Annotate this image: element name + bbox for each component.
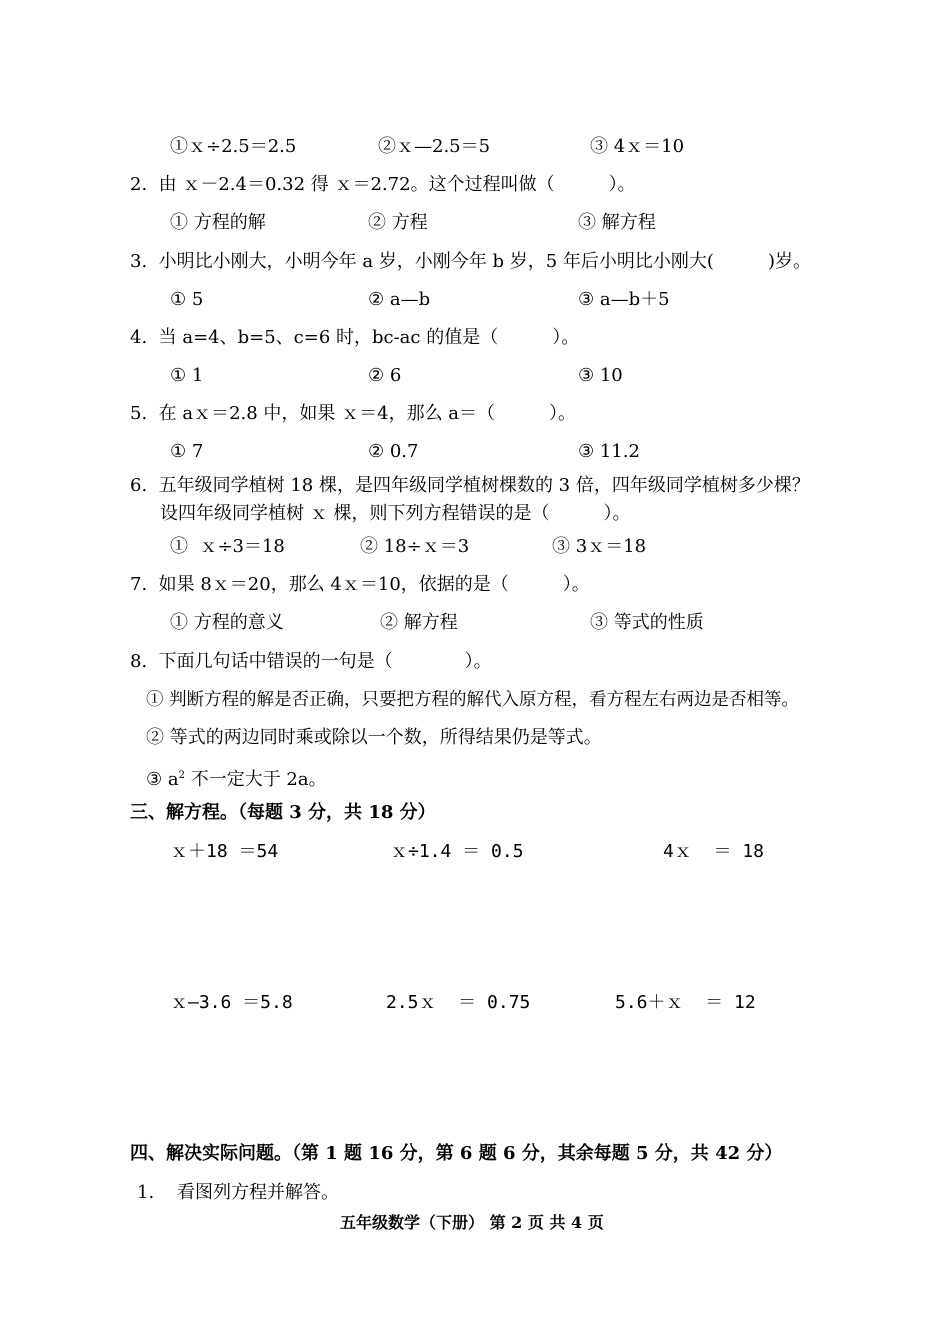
q3-stem: 3. 小明比小刚大，小明今年 a 岁，小刚今年 b 岁，5 年后小明比小刚大( )岁。 bbox=[130, 251, 811, 272]
equation-5: 2.5ｘ ＝ 0.75 bbox=[386, 992, 531, 1013]
section4-title: 四、解决实际问题。（第 1 题 16 分，第 6 题 6 分，其余每题 5 分，共 42 分） bbox=[130, 1143, 783, 1164]
q4-option-3: ③ 10 bbox=[578, 365, 623, 386]
q1-option-3: ③ 4ｘ＝10 bbox=[590, 136, 685, 157]
q8-option-3-exponent: 2 bbox=[178, 770, 185, 781]
equation-3: 4ｘ ＝ 18 bbox=[663, 841, 765, 862]
q1-option-1: ①ｘ÷2.5＝2.5 bbox=[170, 136, 297, 157]
section3-title: 三、解方程。（每题 3 分，共 18 分） bbox=[130, 802, 436, 823]
q8-option-3 bbox=[146, 764, 327, 792]
q6-option-3: ③ 3ｘ＝18 bbox=[552, 536, 647, 557]
q8-option-2: ② 等式的两边同时乘或除以一个数，所得结果仍是等式。 bbox=[146, 727, 602, 748]
q7-option-2: ② 解方程 bbox=[380, 612, 458, 633]
q3-option-2: ② a—b bbox=[368, 289, 431, 310]
q4-stem: 4. 当 a=4、b=5、c=6 时，bc-ac 的值是（ ）。 bbox=[130, 327, 580, 348]
q2-option-1: ① 方程的解 bbox=[170, 212, 266, 233]
q8-stem: 8. 下面几句话中错误的一句是（ ）。 bbox=[130, 651, 492, 672]
q2-stem: 2. 由 ｘ－2.4＝0.32 得 ｘ＝2.72。这个过程叫做（ ）。 bbox=[130, 174, 636, 195]
q6-option-1: ① ｘ÷3＝18 bbox=[170, 536, 285, 557]
section4-item-1: 1. 看图列方程并解答。 bbox=[137, 1182, 340, 1203]
page-footer: 五年级数学（下册） 第 2 页 共 4 页 bbox=[340, 1213, 604, 1232]
q6-option-2: ② 18÷ｘ＝3 bbox=[360, 536, 470, 557]
equation-6: 5.6＋ｘ ＝ 12 bbox=[615, 992, 756, 1013]
q1-option-2: ②ｘ—2.5＝5 bbox=[378, 136, 491, 157]
equation-1: ｘ＋18 ＝54 bbox=[170, 841, 279, 862]
equation-4: ｘ—3.6 ＝5.8 bbox=[170, 992, 293, 1013]
q7-stem: 7. 如果 8ｘ＝20，那么 4ｘ＝10，依据的是（ ）。 bbox=[130, 574, 590, 595]
q8-option-1: ① 判断方程的解是否正确，只要把方程的解代入原方程，看方程左右两边是否相等。 bbox=[146, 690, 800, 710]
q5-stem: 5. 在 aｘ＝2.8 中，如果 ｘ＝4，那么 a＝（ ）。 bbox=[130, 403, 577, 424]
q8-option-3-base: ③ a bbox=[146, 769, 179, 790]
q5-option-1: ① 7 bbox=[170, 441, 204, 462]
q2-option-3: ③ 解方程 bbox=[578, 212, 656, 233]
q5-option-3: ③ 11.2 bbox=[578, 441, 640, 462]
q6-stem: 6. 五年级同学植树 18 棵，是四年级同学植树棵数的 3 倍，四年级同学植树多少棵？ bbox=[130, 475, 810, 496]
q6-stem-line2: 设四年级同学植树 ｘ 棵，则下列方程错误的是（ ）。 bbox=[160, 503, 631, 524]
q3-option-1: ① 5 bbox=[170, 289, 204, 310]
q3-option-3: ③ a—b＋5 bbox=[578, 289, 670, 310]
q2-option-2: ② 方程 bbox=[368, 212, 428, 233]
q5-option-2: ② 0.7 bbox=[368, 441, 419, 462]
q4-option-1: ① 1 bbox=[170, 365, 204, 386]
q8-option-3-rest: 不一定大于 2a。 bbox=[184, 769, 327, 790]
q4-option-2: ② 6 bbox=[368, 365, 402, 386]
q7-option-1: ① 方程的意义 bbox=[170, 612, 284, 633]
equation-2: ｘ÷1.4 ＝ 0.5 bbox=[390, 841, 524, 862]
q7-option-3: ③ 等式的性质 bbox=[590, 612, 704, 633]
